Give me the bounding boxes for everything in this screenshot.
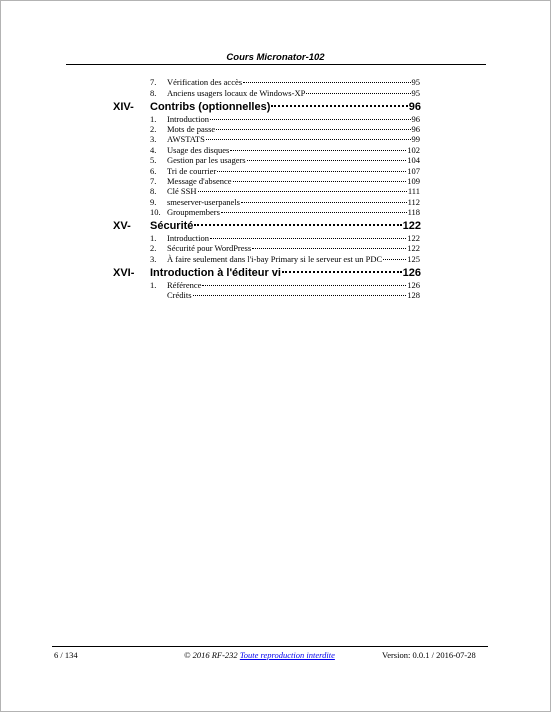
toc-entry-label: Anciens usagers locaux de Windows-XP [167, 88, 306, 98]
footer-copyright [184, 650, 335, 660]
toc-entry-label: Groupmembers [167, 207, 220, 217]
toc-dot-leader [241, 202, 407, 203]
footer-version: Version: 0.0.1 / 2016-07-28 [382, 650, 476, 660]
toc-entry[interactable] [167, 88, 420, 98]
toc-entry-number: 2. [150, 243, 157, 253]
toc-entry-number: XVI- [113, 267, 135, 279]
toc-entry-number: 8. [150, 186, 157, 196]
toc-entry[interactable] [167, 166, 420, 176]
toc-entry-page: 99 [411, 134, 420, 144]
toc-entry[interactable] [167, 280, 420, 290]
toc-dot-leader [383, 259, 406, 260]
toc-entry-number: 10. [150, 207, 161, 217]
toc-dot-leader [206, 139, 411, 140]
toc-entry-page: 118 [407, 207, 420, 217]
toc-entry-label: Sécurité [150, 220, 194, 232]
toc-entry-number: 3. [150, 134, 157, 144]
toc-dot-leader [230, 150, 406, 151]
toc-entry-number: 9. [150, 197, 157, 207]
toc-entry-label: Sécurité pour WordPress [167, 243, 252, 253]
toc-dot-leader [202, 285, 406, 286]
toc-entry-page: 107 [407, 166, 420, 176]
toc-dot-leader [271, 105, 407, 107]
toc-entry-label: Introduction [167, 233, 210, 243]
toc-entry-page: 112 [407, 197, 420, 207]
toc-entry[interactable] [167, 290, 420, 300]
toc-entry-number: 1. [150, 114, 157, 124]
toc-entry-page: 111 [407, 186, 420, 196]
toc-entry-number: 7. [150, 176, 157, 186]
page-header-title: Cours Micronator-102 [226, 52, 325, 63]
toc-entry-label: Crédits [167, 290, 192, 300]
toc-entry-label: smeserver-userpanels [167, 197, 240, 207]
toc-entry-number: XV- [113, 220, 131, 232]
toc-entry-page: 109 [407, 176, 420, 186]
toc-entry-page: 122 [407, 243, 420, 253]
toc-dot-leader [216, 129, 410, 130]
toc-entry[interactable] [167, 186, 420, 196]
toc-dot-leader [210, 119, 410, 120]
toc-entry-label: Usage des disques [167, 145, 230, 155]
toc-dot-leader [194, 224, 401, 226]
toc-entry-number: 1. [150, 280, 157, 290]
toc-dot-leader [233, 181, 407, 182]
toc-entry-number: 1. [150, 233, 157, 243]
toc-entry-label: Message d'absence [167, 176, 232, 186]
footer-notice-link[interactable]: Toute reproduction interdite [239, 650, 335, 660]
toc-entry-page: 104 [407, 155, 420, 165]
toc-entry[interactable] [167, 176, 420, 186]
toc-entry[interactable] [167, 145, 420, 155]
toc-entry-number: 3. [150, 254, 157, 264]
toc-entry-number: 8. [150, 88, 157, 98]
toc-entry[interactable] [167, 114, 420, 124]
toc-entry-page: 102 [407, 145, 420, 155]
footer-rule [52, 646, 488, 647]
toc-dot-leader [247, 160, 407, 161]
toc-entry-label: AWSTATS [167, 134, 205, 144]
toc-entry[interactable] [167, 207, 420, 217]
toc-entry[interactable] [167, 243, 420, 253]
toc-entry[interactable] [150, 101, 421, 113]
toc-entry-label: Contribs (optionnelles) [150, 101, 271, 113]
toc-entry-label: Tri de courrier [167, 166, 217, 176]
toc-entry-number: 4. [150, 145, 157, 155]
toc-entry-label: Clé SSH [167, 186, 197, 196]
toc-entry[interactable] [150, 267, 421, 279]
toc-entry-page: 96 [408, 101, 421, 113]
toc-entry[interactable] [167, 77, 420, 87]
toc-entry-label: Gestion par les usagers [167, 155, 246, 165]
toc-entry-page: 128 [407, 290, 420, 300]
toc-entry-label: Vérification des accès [167, 77, 243, 87]
footer-page-number: 6 / 134 [54, 650, 78, 660]
toc-entry-number: 7. [150, 77, 157, 87]
toc-entry-page: 122 [407, 233, 420, 243]
toc-entry-number: 5. [150, 155, 157, 165]
toc-entry-page: 126 [402, 267, 421, 279]
toc-dot-leader [221, 212, 407, 213]
toc-entry-page: 122 [402, 220, 421, 232]
toc-dot-leader [243, 82, 410, 83]
toc-entry[interactable] [167, 197, 420, 207]
toc-entry[interactable] [167, 233, 420, 243]
toc-entry[interactable] [167, 155, 420, 165]
toc-entry-number: XIV- [113, 101, 134, 113]
toc-entry-number: 2. [150, 124, 157, 134]
toc-entry[interactable] [150, 220, 421, 232]
toc-entry-label: Mots de passe [167, 124, 216, 134]
toc-entry[interactable] [167, 134, 420, 144]
toc-entry-page: 126 [407, 280, 420, 290]
toc-dot-leader [193, 295, 407, 296]
toc-entry-number: 6. [150, 166, 157, 176]
toc-entry-label: À faire seulement dans l'i-bay Primary si le serveur est un PDC [167, 254, 383, 264]
toc-dot-leader [306, 93, 410, 94]
toc-entry-page: 96 [411, 124, 420, 134]
toc-dot-leader [210, 238, 406, 239]
toc-dot-leader [217, 171, 406, 172]
toc-entry[interactable] [167, 124, 420, 134]
toc-entry-page: 125 [407, 254, 420, 264]
toc-entry-page: 95 [411, 88, 420, 98]
toc-dot-leader [252, 248, 406, 249]
toc-entry[interactable] [167, 254, 420, 264]
toc-dot-leader [198, 191, 407, 192]
toc-entry-label: Référence [167, 280, 202, 290]
toc-entry-label: Introduction [167, 114, 210, 124]
toc-entry-page: 95 [411, 77, 420, 87]
toc-entry-label: Introduction à l'éditeur vi [150, 267, 281, 279]
toc-dot-leader [282, 271, 402, 273]
toc-entry-page: 96 [411, 114, 420, 124]
footer-copyright-text: © 2016 RF-232 [184, 650, 238, 660]
